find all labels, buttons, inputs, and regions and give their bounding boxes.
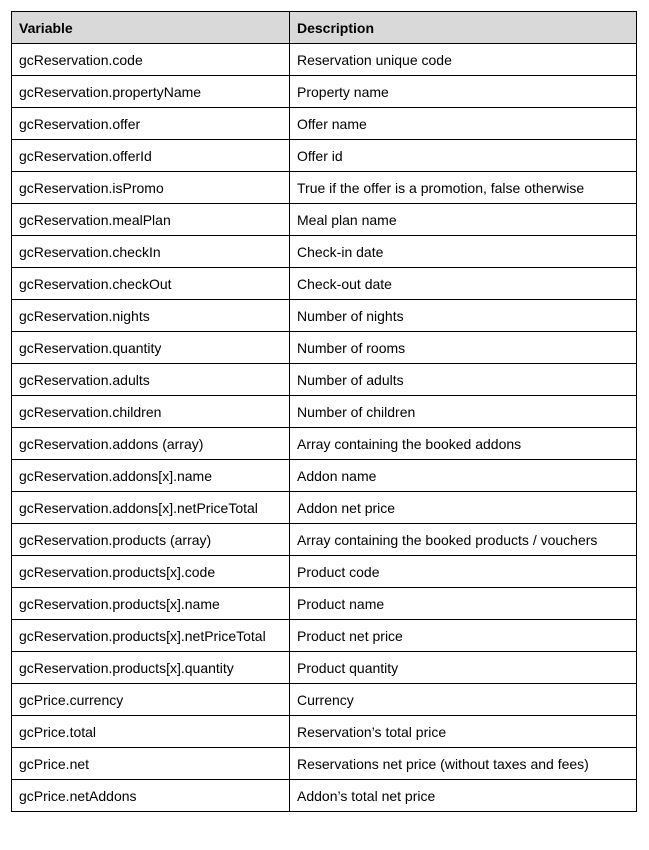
- variable-cell: gcReservation.nights: [12, 300, 290, 332]
- description-cell: Number of children: [290, 396, 637, 428]
- table-row: [12, 748, 637, 780]
- description-cell: Array containing the booked addons: [290, 428, 637, 460]
- variable-cell: gcReservation.addons[x].name: [12, 460, 290, 492]
- variables-table: [11, 11, 637, 812]
- variable-cell: gcPrice.net: [12, 748, 290, 780]
- variable-cell: gcReservation.products[x].netPriceTotal: [12, 620, 290, 652]
- description-cell: Product net price: [290, 620, 637, 652]
- table-row: [12, 300, 637, 332]
- variable-cell: gcReservation.offerId: [12, 140, 290, 172]
- description-cell: Product name: [290, 588, 637, 620]
- variable-cell: gcReservation.adults: [12, 364, 290, 396]
- table-row: [12, 524, 637, 556]
- variable-cell: gcReservation.checkIn: [12, 236, 290, 268]
- description-cell: Offer name: [290, 108, 637, 140]
- table-header-row: [12, 12, 637, 44]
- table-row: [12, 396, 637, 428]
- variable-cell: gcReservation.isPromo: [12, 172, 290, 204]
- header-description: Description: [290, 12, 637, 44]
- variable-cell: gcReservation.quantity: [12, 332, 290, 364]
- table-row: [12, 556, 637, 588]
- table-row: [12, 364, 637, 396]
- variable-cell: gcReservation.products[x].name: [12, 588, 290, 620]
- description-cell: Addon’s total net price: [290, 780, 637, 812]
- description-cell: Array containing the booked products / vouchers: [290, 524, 637, 556]
- table-row: [12, 716, 637, 748]
- description-cell: Check-in date: [290, 236, 637, 268]
- table-body: [12, 44, 637, 812]
- table-row: [12, 780, 637, 812]
- variable-cell: gcReservation.mealPlan: [12, 204, 290, 236]
- table-row: [12, 44, 637, 76]
- variable-cell: gcReservation.products (array): [12, 524, 290, 556]
- description-cell: Number of rooms: [290, 332, 637, 364]
- table-row: [12, 492, 637, 524]
- description-cell: Currency: [290, 684, 637, 716]
- header-variable: Variable: [12, 12, 290, 44]
- description-cell: Meal plan name: [290, 204, 637, 236]
- variable-cell: gcReservation.addons (array): [12, 428, 290, 460]
- variable-cell: gcReservation.offer: [12, 108, 290, 140]
- description-cell: Addon name: [290, 460, 637, 492]
- table-row: [12, 236, 637, 268]
- table-row: [12, 652, 637, 684]
- table-row: [12, 620, 637, 652]
- table-row: [12, 460, 637, 492]
- description-cell: Offer id: [290, 140, 637, 172]
- description-cell: Product quantity: [290, 652, 637, 684]
- variable-cell: gcReservation.code: [12, 44, 290, 76]
- variable-cell: gcReservation.products[x].code: [12, 556, 290, 588]
- description-cell: Number of nights: [290, 300, 637, 332]
- table-row: [12, 76, 637, 108]
- table-row: [12, 684, 637, 716]
- variable-cell: gcReservation.children: [12, 396, 290, 428]
- description-cell: Number of adults: [290, 364, 637, 396]
- description-cell: Check-out date: [290, 268, 637, 300]
- description-cell: Addon net price: [290, 492, 637, 524]
- variable-cell: gcReservation.propertyName: [12, 76, 290, 108]
- table-row: [12, 204, 637, 236]
- table-row: [12, 588, 637, 620]
- table-row: [12, 332, 637, 364]
- description-cell: Reservation unique code: [290, 44, 637, 76]
- table-row: [12, 268, 637, 300]
- description-cell: Reservations net price (without taxes and fees): [290, 748, 637, 780]
- variable-cell: gcReservation.checkOut: [12, 268, 290, 300]
- variable-cell: gcPrice.total: [12, 716, 290, 748]
- table-row: [12, 108, 637, 140]
- table-row: [12, 140, 637, 172]
- variable-cell: gcReservation.addons[x].netPriceTotal: [12, 492, 290, 524]
- table-row: [12, 428, 637, 460]
- variable-cell: gcReservation.products[x].quantity: [12, 652, 290, 684]
- description-cell: Product code: [290, 556, 637, 588]
- description-cell: Reservation’s total price: [290, 716, 637, 748]
- description-cell: True if the offer is a promotion, false otherwise: [290, 172, 637, 204]
- variable-cell: gcPrice.netAddons: [12, 780, 290, 812]
- table-row: [12, 172, 637, 204]
- description-cell: Property name: [290, 76, 637, 108]
- variable-cell: gcPrice.currency: [12, 684, 290, 716]
